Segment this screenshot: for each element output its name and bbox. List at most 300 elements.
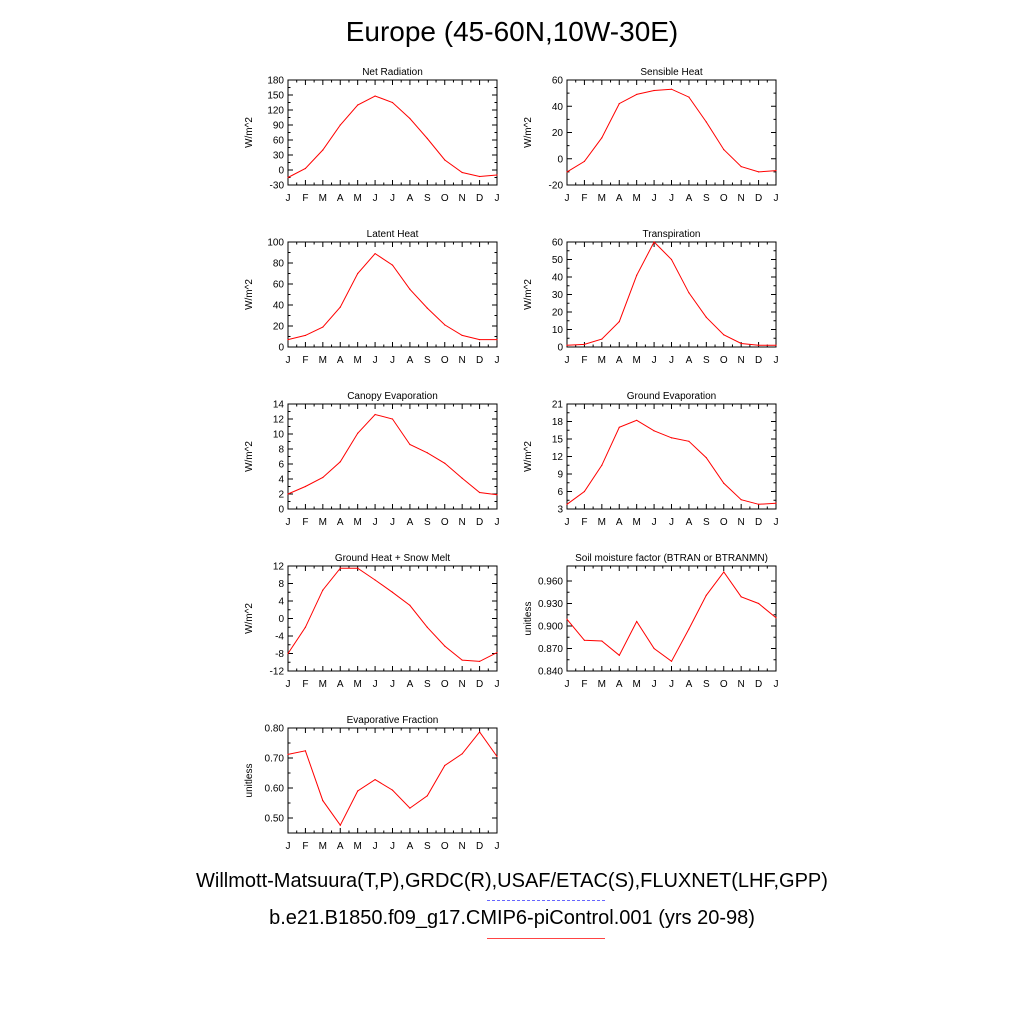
x-tick-label: J [285,193,291,204]
x-tick-label: O [440,679,449,690]
y-tick-label: 4 [278,596,284,608]
data-point [409,808,410,809]
x-tick-label: M [632,193,641,204]
x-tick-label: J [372,679,378,690]
x-tick-label: J [372,193,378,204]
data-point [601,339,602,340]
data-point [287,653,288,654]
data-point [479,339,480,340]
panel-3 [244,229,500,366]
x-tick-label: F [302,193,309,204]
data-point [357,568,358,569]
x-tick-label: J [494,193,500,204]
x-tick-label: O [440,355,449,366]
x-tick-label: J [494,355,500,366]
data-point [619,103,620,104]
x-tick-label: M [318,841,328,852]
data-point [392,418,393,419]
data-point [287,754,288,755]
x-tick-label: A [406,355,414,366]
x-tick-label: J [564,679,570,690]
data-point [688,96,689,97]
x-tick-label: D [475,679,484,690]
y-tick-label: 12 [551,452,563,463]
y-axis-label: W/m^2 [244,117,255,148]
panel-1 [244,67,500,204]
x-tick-label: A [406,193,414,204]
x-tick-label: S [702,517,710,528]
x-tick-label: J [773,355,779,366]
data-point [775,170,776,171]
data-point [374,414,375,415]
data-point [706,121,707,122]
x-tick-label: J [390,841,395,852]
data-point [758,603,759,604]
data-point [496,756,497,757]
x-tick-label: A [615,355,623,366]
y-tick-label: 30 [551,290,563,301]
data-point [636,94,637,95]
x-tick-label: S [423,841,431,852]
data-point [584,491,585,492]
data-point [444,463,445,464]
data-point [723,149,724,150]
data-point [758,504,759,505]
x-tick-label: M [597,679,607,690]
x-tick-label: D [754,193,763,204]
data-point [462,172,463,173]
y-tick-label: 0.80 [264,723,284,735]
y-tick-label: 14 [272,399,284,411]
y-tick-label: 40 [551,272,563,284]
panel-5 [244,391,500,528]
data-point [688,441,689,442]
data-point [496,174,497,175]
series-line [567,572,776,661]
x-tick-label: M [318,679,328,690]
plot-frame [288,80,497,185]
y-tick-label: 120 [267,105,284,117]
y-tick-label: 60 [272,135,284,147]
y-tick-label: 12 [272,414,284,426]
panel-title: Canopy Evaporation [347,391,438,402]
x-tick-label: F [581,679,588,690]
y-tick-label: 180 [267,75,284,87]
y-axis-label: W/m^2 [244,441,255,472]
data-point [305,168,306,169]
x-tick-label: J [494,517,500,528]
x-tick-label: M [353,679,362,690]
x-tick-label: D [475,355,484,366]
x-tick-label: J [564,517,570,528]
data-point [305,335,306,336]
data-point [671,259,672,260]
y-axis-label: W/m^2 [244,279,255,310]
data-point [601,465,602,466]
data-point [636,621,637,622]
y-axis-label: W/m^2 [523,279,534,310]
y-tick-label: 0.50 [264,813,284,825]
x-tick-label: J [285,679,291,690]
data-point [653,648,654,649]
legend-model-swatch [487,938,605,939]
data-point [340,825,341,826]
x-tick-label: J [390,355,395,366]
data-point [392,265,393,266]
y-tick-label: 18 [551,417,563,428]
data-point [340,461,341,462]
x-tick-label: M [353,193,362,204]
y-tick-label: -8 [275,649,284,660]
x-tick-label: J [773,193,779,204]
x-tick-label: S [423,355,431,366]
y-axis-label: W/m^2 [523,117,534,148]
x-tick-label: F [302,517,309,528]
y-tick-label: 8 [278,444,284,456]
x-tick-label: M [632,355,641,366]
x-tick-label: A [685,679,693,690]
y-tick-label: 3 [557,504,563,516]
data-point [584,344,585,345]
x-tick-label: M [353,517,362,528]
x-tick-label: J [669,193,674,204]
legend-model-label: b.e21.B1850.f09_g17.CMIP6-piControl.001 (yrs 20-98) [269,907,755,929]
data-point [636,420,637,421]
y-tick-label: 21 [551,399,563,411]
data-point [619,321,620,322]
x-tick-label: A [336,841,344,852]
x-tick-label: M [597,517,607,528]
x-tick-label: A [685,355,693,366]
x-tick-label: J [372,355,378,366]
y-tick-label: 80 [272,258,284,270]
y-tick-label: 40 [551,101,563,113]
y-tick-label: 9 [557,469,563,481]
series-line [567,89,776,172]
x-tick-label: A [685,193,693,204]
x-tick-label: A [336,517,344,528]
x-tick-label: N [458,517,466,528]
x-tick-label: S [702,193,710,204]
x-tick-label: J [651,517,657,528]
data-point [409,605,410,606]
y-axis-label: W/m^2 [244,603,255,634]
y-tick-label: 0 [278,165,284,177]
data-point [741,343,742,344]
x-tick-label: J [564,193,570,204]
y-tick-label: 6 [557,487,563,498]
x-tick-label: J [390,193,395,204]
data-point [479,731,480,732]
series-line [567,420,776,504]
data-point [566,171,567,172]
x-tick-label: N [458,841,466,852]
y-tick-label: 4 [278,474,284,486]
data-point [584,640,585,641]
x-tick-label: D [754,679,763,690]
data-point [706,595,707,596]
x-tick-label: A [336,355,344,366]
data-point [496,494,497,495]
data-point [427,795,428,796]
data-point [653,241,654,242]
x-tick-label: A [336,193,344,204]
y-tick-label: -30 [269,180,284,192]
data-point [357,273,358,274]
data-point [671,89,672,90]
data-point [775,503,776,504]
panel-title: Latent Heat [366,229,419,240]
y-tick-label: 0.960 [537,576,563,588]
data-point [671,437,672,438]
data-point [775,345,776,346]
data-point [444,765,445,766]
x-tick-label: J [390,679,395,690]
x-tick-label: O [719,679,728,690]
x-tick-label: A [685,517,693,528]
y-tick-label: 40 [272,300,284,312]
x-tick-label: J [651,679,657,690]
data-point [688,292,689,293]
plot-frame [288,566,497,671]
data-point [601,137,602,138]
panel-title: Ground Evaporation [626,391,717,402]
panel-title: Soil moisture factor (BTRAN or BTRANMN) [575,553,768,564]
y-tick-label: 10 [272,429,284,441]
data-point [462,659,463,660]
x-tick-label: O [719,355,728,366]
x-tick-label: O [719,517,728,528]
data-point [619,427,620,428]
y-tick-label: 150 [267,90,284,102]
data-point [322,149,323,150]
y-axis-label: W/m^2 [523,441,534,472]
data-point [462,753,463,754]
data-point [374,253,375,254]
data-point [688,628,689,629]
figure-title: Europe (45-60N,10W-30E) [345,16,679,47]
data-point [741,166,742,167]
data-point [584,161,585,162]
data-point [444,645,445,646]
x-tick-label: M [318,355,328,366]
data-point [653,430,654,431]
y-tick-label: 8 [278,579,284,590]
panel-4 [523,229,779,366]
x-tick-label: J [494,679,500,690]
x-tick-label: S [423,517,431,528]
y-tick-label: 6 [278,459,284,471]
y-tick-label: 0.900 [537,621,563,633]
x-tick-label: F [581,355,588,366]
data-point [392,102,393,103]
data-point [357,790,358,791]
data-point [322,477,323,478]
data-point [758,345,759,346]
x-tick-label: A [406,841,414,852]
data-point [671,661,672,662]
data-point [427,308,428,309]
x-tick-label: A [615,193,623,204]
y-tick-label: 100 [267,237,284,249]
data-point [775,617,776,618]
data-point [566,345,567,346]
data-point [444,159,445,160]
data-point [741,596,742,597]
data-point [392,592,393,593]
y-axis-label: unitless [244,763,255,798]
x-tick-label: F [302,355,309,366]
series-line [288,254,497,340]
data-point [322,326,323,327]
x-tick-label: D [475,517,484,528]
data-point [340,568,341,569]
data-point [636,275,637,276]
data-point [723,483,724,484]
y-tick-label: 0.70 [264,753,284,765]
plot-frame [567,80,776,185]
data-point [287,493,288,494]
y-tick-label: 0 [557,342,563,354]
panel-9 [244,715,500,852]
data-point [566,619,567,620]
data-point [741,499,742,500]
series-line [567,242,776,345]
data-point [566,504,567,505]
x-tick-label: J [285,841,291,852]
y-tick-label: 90 [272,120,284,132]
y-tick-label: -20 [548,180,563,192]
data-point [462,478,463,479]
x-tick-label: J [669,355,674,366]
data-point [723,571,724,572]
data-point [409,118,410,119]
x-tick-label: S [702,355,710,366]
x-tick-label: J [285,355,291,366]
x-tick-label: M [632,517,641,528]
x-tick-label: N [737,193,745,204]
y-tick-label: -4 [275,631,284,643]
x-tick-label: S [702,679,710,690]
x-tick-label: J [651,193,657,204]
x-tick-label: N [458,679,466,690]
x-tick-label: A [615,679,623,690]
x-tick-label: M [597,355,607,366]
y-tick-label: 2 [278,489,284,501]
series-line [288,415,497,495]
x-tick-label: D [475,841,484,852]
x-tick-label: A [336,679,344,690]
x-tick-label: A [615,517,623,528]
data-point [340,124,341,125]
y-axis-label: unitless [523,601,534,636]
x-tick-label: J [390,517,395,528]
y-tick-label: 50 [551,255,563,266]
data-point [462,335,463,336]
panel-title: Transpiration [642,229,701,240]
x-tick-label: J [669,679,674,690]
legend-observations-swatch [487,900,605,901]
x-tick-label: S [423,679,431,690]
x-tick-label: N [458,355,466,366]
x-tick-label: M [632,679,641,690]
y-tick-label: 0 [278,504,284,516]
y-tick-label: 60 [551,75,563,87]
data-point [479,176,480,177]
y-tick-label: 0 [278,614,284,625]
data-point [653,90,654,91]
data-point [427,452,428,453]
x-tick-label: O [440,517,449,528]
data-point [479,492,480,493]
data-point [479,661,480,662]
y-tick-label: 0.930 [537,599,563,610]
data-point [409,444,410,445]
data-point [305,486,306,487]
x-tick-label: A [406,679,414,690]
x-tick-label: M [318,517,328,528]
panel-6 [523,391,779,528]
x-tick-label: J [372,517,378,528]
data-point [287,177,288,178]
x-tick-label: J [773,679,779,690]
y-tick-label: 12 [272,561,284,573]
legend-observations-label: Willmott-Matsuura(T,P),GRDC(R),USAF/ETAC(S),FLUXNET(LHF,GPP) [196,870,828,892]
x-tick-label: M [318,193,328,204]
data-point [723,334,724,335]
y-tick-label: 60 [551,237,563,249]
data-point [619,655,620,656]
plot-frame [567,404,776,509]
plot-frame [567,566,776,671]
panel-title: Sensible Heat [640,67,703,78]
data-point [758,171,759,172]
plot-frame [288,728,497,833]
y-tick-label: 0.60 [264,783,284,795]
panel-2 [523,67,779,204]
y-tick-label: 60 [272,279,284,291]
data-point [496,652,497,653]
data-point [374,779,375,780]
series-line [288,568,497,661]
data-point [496,339,497,340]
data-point [322,589,323,590]
x-tick-label: O [719,193,728,204]
x-tick-label: J [285,517,291,528]
data-point [601,640,602,641]
x-tick-label: N [458,193,466,204]
x-tick-label: J [651,355,657,366]
data-point [427,627,428,628]
x-tick-label: M [353,355,362,366]
panel-7 [244,553,500,690]
x-tick-label: M [353,841,362,852]
panel-title: Evaporative Fraction [346,715,439,726]
data-point [374,579,375,580]
x-tick-label: D [475,193,484,204]
data-point [322,800,323,801]
plot-frame [288,242,497,347]
y-tick-label: 0 [278,342,284,354]
x-tick-label: J [773,517,779,528]
y-tick-label: 0.840 [537,666,563,678]
x-tick-label: N [737,355,745,366]
x-tick-label: O [440,193,449,204]
data-point [305,627,306,628]
data-point [409,289,410,290]
x-tick-label: F [581,517,588,528]
data-point [444,324,445,325]
